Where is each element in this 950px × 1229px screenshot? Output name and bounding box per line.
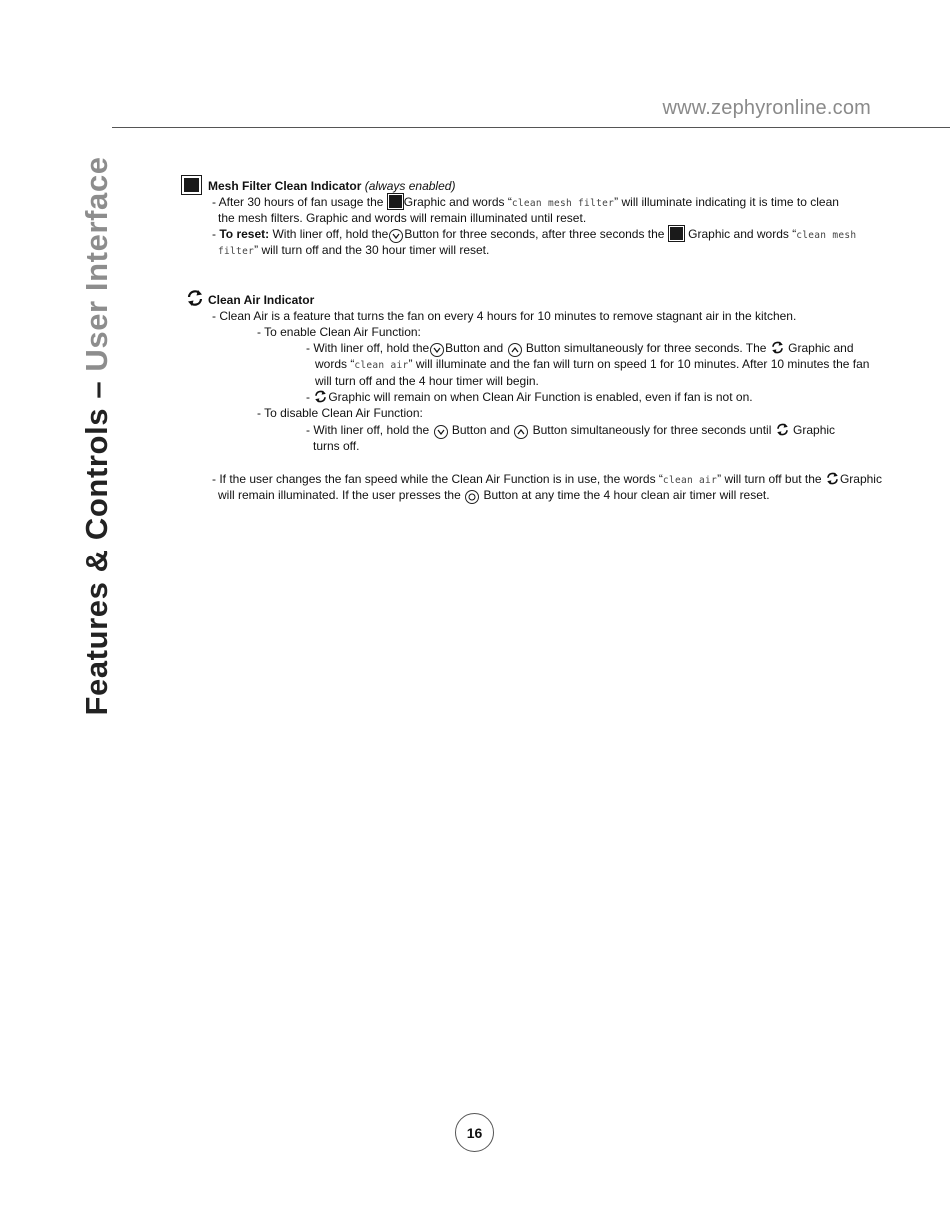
lcd-text: clean air bbox=[354, 360, 409, 371]
clean-air-line-1: - Clean Air is a feature that turns the fan on every 4 hours for 10 minutes to remove stagnant air in the kitchen. bbox=[212, 309, 797, 323]
lcd-text: clean air bbox=[662, 475, 718, 486]
clean-air-icon bbox=[825, 471, 840, 486]
text: Graphic bbox=[789, 423, 836, 437]
to-reset-label: To reset: bbox=[219, 227, 270, 241]
clean-air-line-11 bbox=[218, 487, 770, 504]
side-section-title bbox=[79, 156, 115, 715]
text: Graphic will remain on when Clean Air Function is enabled, even if fan is not on. bbox=[328, 390, 753, 404]
clean-air-line-8 bbox=[306, 422, 835, 439]
mesh-filter-icon bbox=[670, 227, 683, 240]
power-button-icon bbox=[465, 490, 479, 504]
text: - With liner off, hold the bbox=[306, 341, 430, 355]
mesh-filter-icon bbox=[184, 178, 199, 192]
text: - bbox=[306, 390, 314, 404]
mesh-filter-note: (always enabled) bbox=[364, 179, 456, 193]
mesh-line-2: the mesh filters. Graphic and words will remain illuminated until reset. bbox=[218, 211, 587, 225]
mesh-filter-title: Mesh Filter Clean Indicator bbox=[208, 179, 362, 193]
up-button-icon bbox=[514, 425, 528, 439]
mesh-line-4 bbox=[218, 242, 489, 260]
down-button-icon bbox=[434, 425, 448, 439]
text: Button simultaneously for three seconds. The bbox=[522, 341, 770, 355]
header-rule bbox=[112, 127, 950, 128]
clean-air-line-9: turns off. bbox=[313, 439, 360, 453]
text: Graphic and words “ bbox=[403, 195, 512, 209]
text: ” will illuminate indicating it is time to clean bbox=[614, 195, 839, 209]
down-button-icon bbox=[389, 229, 403, 243]
clean-air-line-6 bbox=[306, 389, 753, 405]
text: - After 30 hours of fan usage the bbox=[212, 195, 387, 209]
website-url: www.zephyronline.com bbox=[662, 97, 871, 119]
lcd-text: clean mesh filter bbox=[511, 198, 615, 209]
text: - With liner off, hold the bbox=[306, 423, 433, 437]
clean-air-line-2: - To enable Clean Air Function: bbox=[257, 325, 421, 339]
text: - If the user changes the fan speed while the Clean Air Function is in use, the words “ bbox=[212, 472, 663, 486]
text: - bbox=[212, 227, 220, 241]
down-button-icon bbox=[430, 343, 444, 357]
clean-air-line-3 bbox=[306, 340, 854, 357]
clean-air-line-7: - To disable Clean Air Function: bbox=[257, 406, 423, 420]
text: ” will turn off but the bbox=[717, 472, 825, 486]
page-number: 16 bbox=[455, 1113, 494, 1152]
side-title-features: Features & Controls – bbox=[79, 371, 114, 716]
clean-air-icon bbox=[185, 288, 205, 308]
mesh-filter-icon bbox=[389, 195, 402, 208]
text: Graphic and bbox=[784, 341, 854, 355]
text: Button at any time the 4 hour clean air timer will reset. bbox=[480, 488, 770, 502]
mesh-filter-heading bbox=[208, 178, 455, 194]
text: Button and bbox=[448, 423, 514, 437]
clean-air-line-5: will turn off and the 4 hour timer will begin. bbox=[315, 374, 539, 388]
text: ” will turn off and the 30 hour timer will reset. bbox=[254, 243, 490, 257]
text: Button simultaneously for three seconds until bbox=[529, 423, 775, 437]
clean-air-line-4 bbox=[315, 356, 869, 374]
text: Button and bbox=[445, 341, 507, 355]
text: will remain illuminated. If the user presses the bbox=[218, 488, 465, 502]
up-button-icon bbox=[508, 343, 522, 357]
text: Button for three seconds, after three seconds the bbox=[404, 227, 668, 241]
text: Graphic and words “ bbox=[684, 227, 797, 241]
text: words “ bbox=[315, 357, 355, 371]
lcd-text: filter bbox=[218, 246, 255, 257]
clean-air-icon bbox=[775, 422, 790, 437]
clean-air-title: Clean Air Indicator bbox=[208, 293, 315, 307]
clean-air-icon bbox=[770, 340, 785, 355]
text: With liner off, hold the bbox=[269, 227, 389, 241]
text: ” will illuminate and the fan will turn on speed 1 for 10 minutes. After 10 minutes the fan bbox=[408, 357, 870, 371]
side-title-user-interface: User Interface bbox=[79, 156, 114, 372]
text: Graphic bbox=[839, 472, 882, 486]
clean-air-icon bbox=[313, 389, 328, 404]
lcd-text: clean mesh bbox=[796, 230, 857, 241]
